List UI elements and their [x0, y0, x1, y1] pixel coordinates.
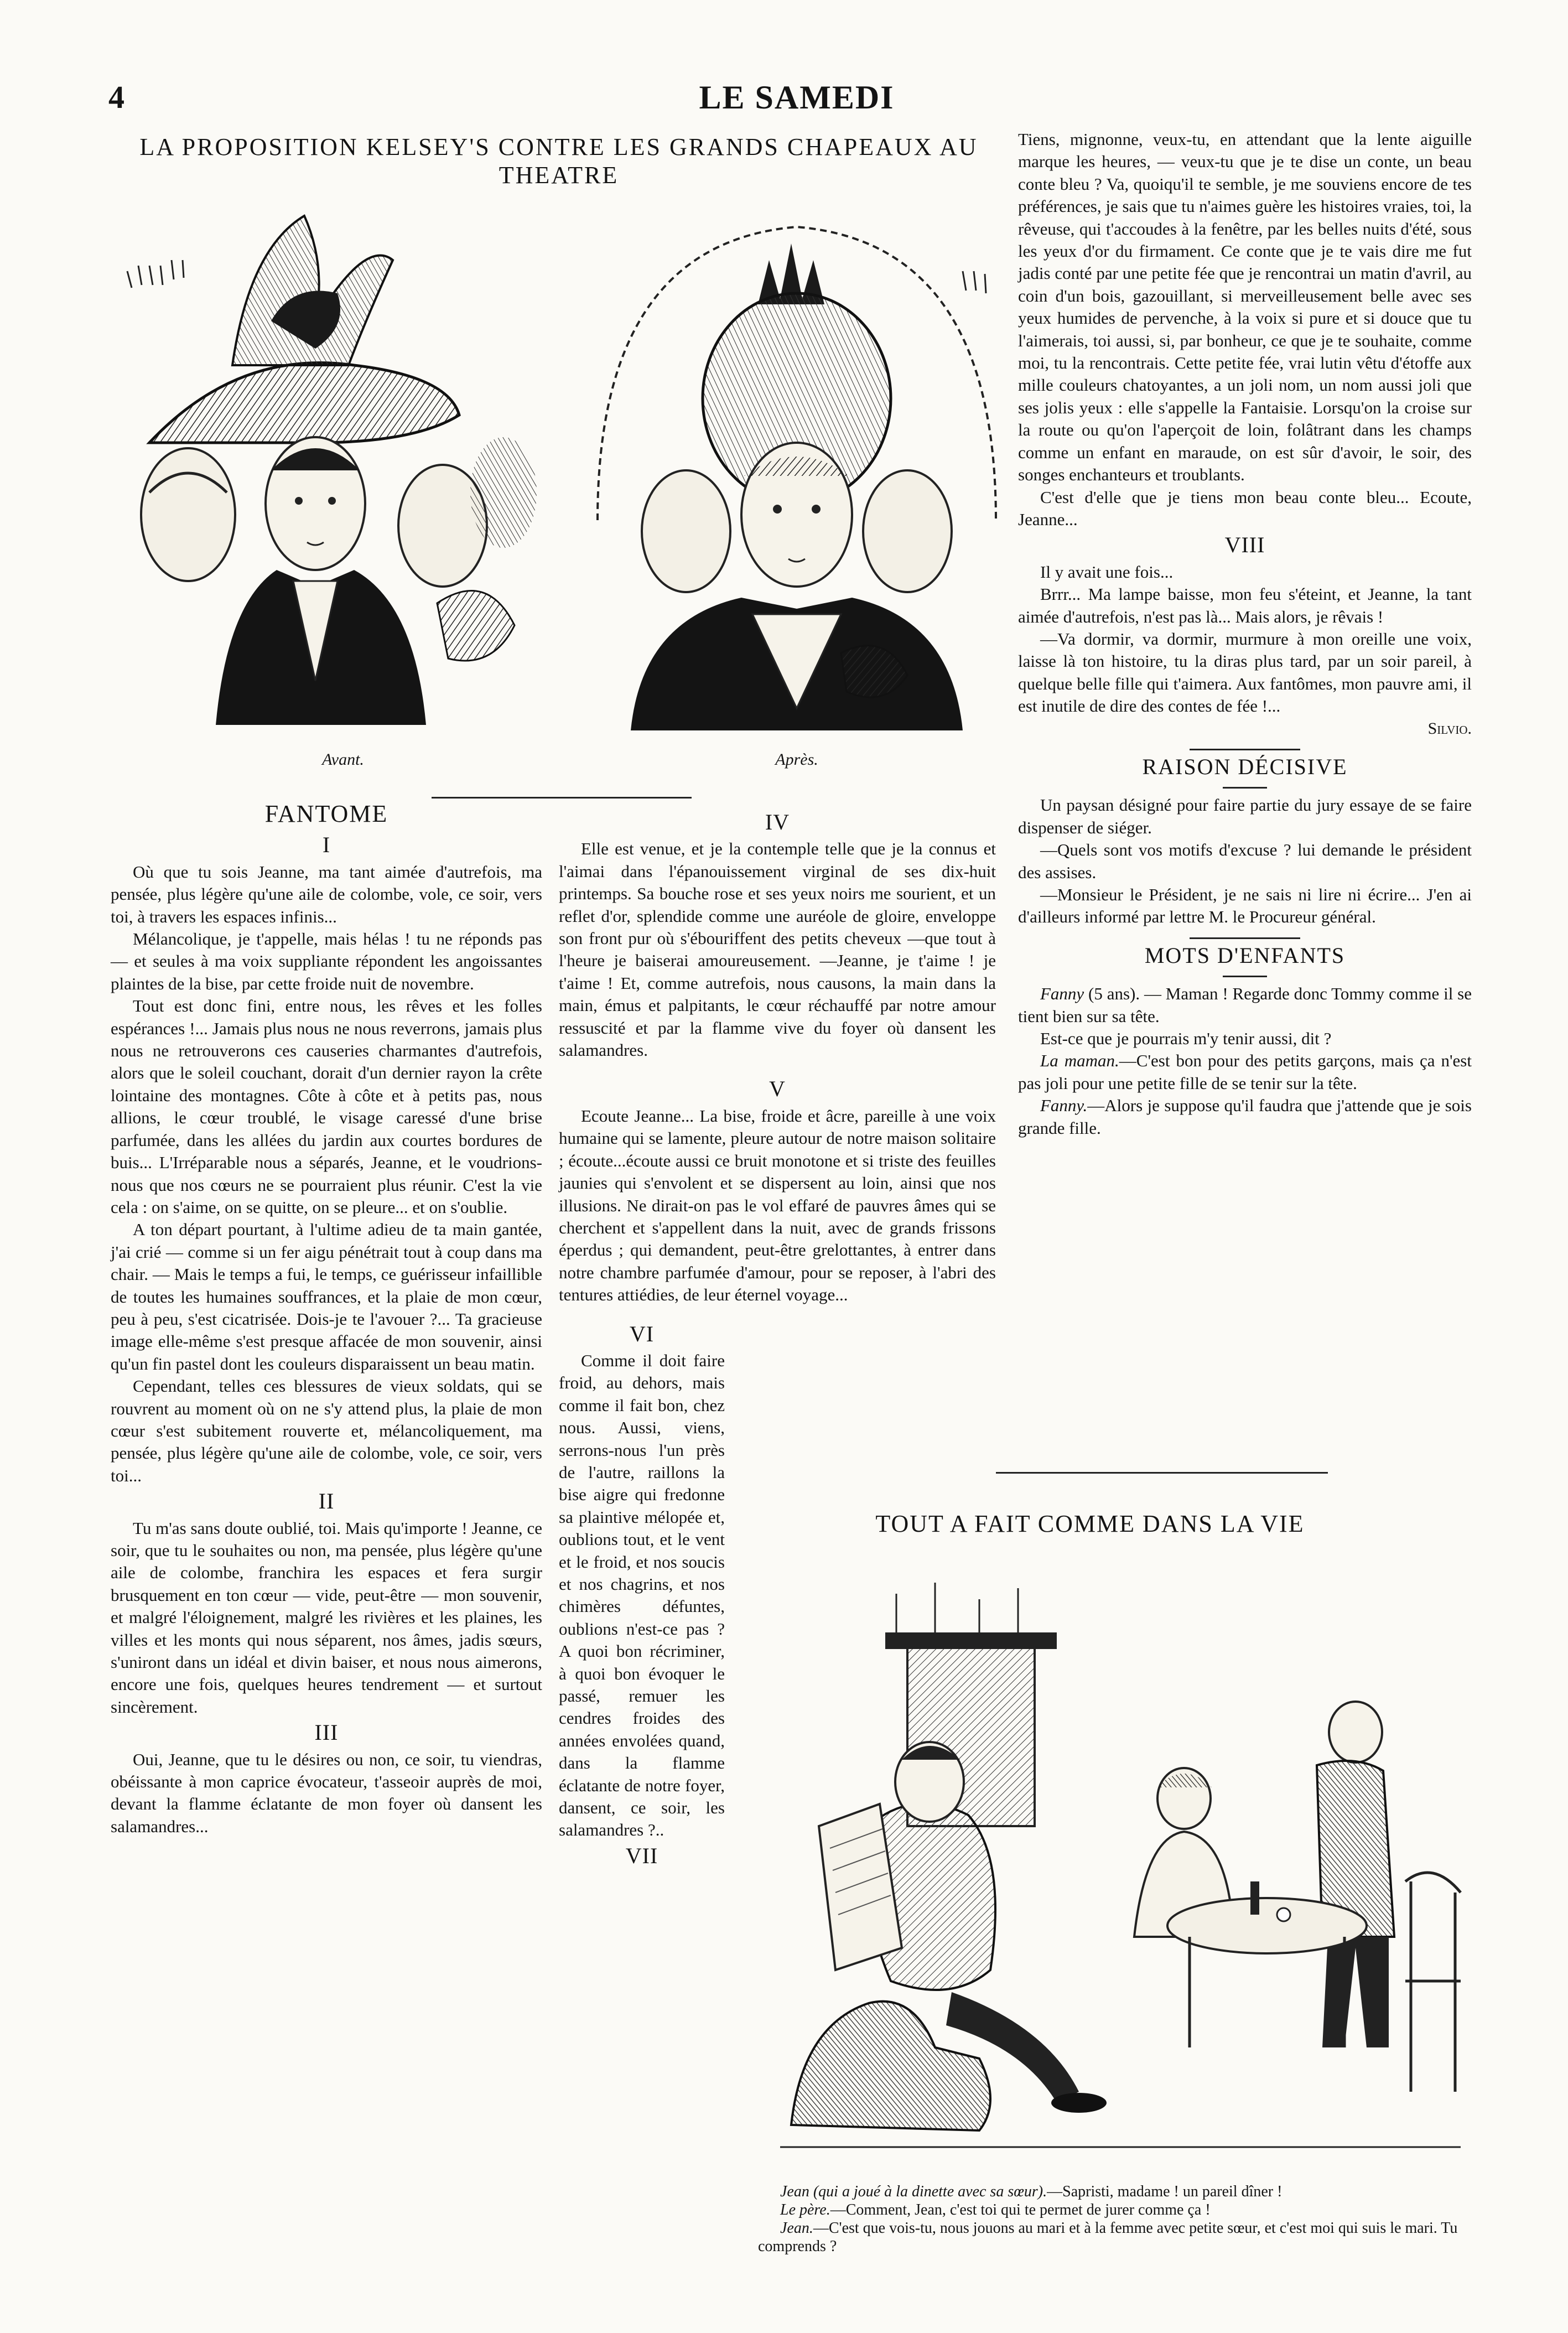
cartoon-illustration: [769, 1549, 1472, 2197]
dialogue-text: —Comment, Jean, c'est toi qui te permet de jurer comme ça !: [830, 2201, 1211, 2218]
avant-illustration: [105, 183, 548, 742]
cartoon-title: TOUT A FAIT COMME DANS LA VIE: [875, 1510, 1305, 1537]
paragraph: Mélancolique, je t'appelle, mais hélas ! tu ne réponds pas — et seules à ma voix suppliante répondent les angoissantes plaintes de la bise, par cette froide nuit de novembre.: [111, 929, 542, 993]
speaker-note: (5 ans).: [1088, 984, 1140, 1004]
paragraph: [1018, 1095, 1472, 1139]
paragraph: Elle est venue, et je la contemple telle que je la connus et l'aimai dans l'épanouissement virginal de ses dix-huit printemps. Sa bouche rose et ses yeux noirs me sourient, et un reflet d'or, splendide comme une auréole de gloire, enveloppe son front pur où s'ébouriffent des petits cheveux —que tout à l'heure je baiserai amoureusement. —Jeanne, je t'aime ! je t'aime ! Et, comme autrefois, nous causons, la main dans la main, émus et palpitants, le cœur réchauffé par notre amour ressuscité et par la flamme vive du foyer où dansent les salamandres.: [559, 839, 996, 1060]
article-title: FANTOME: [264, 800, 388, 827]
dialogue-text: —C'est que vois-tu, nous jouons au mari et à la femme avec petite sœur, et c'est moi qui suis le mari. Tu comprends ?: [758, 2220, 1458, 2255]
signature: Silvio.: [1427, 719, 1472, 738]
divider: [432, 797, 692, 799]
article-title: RAISON DÉCISIVE: [1142, 754, 1348, 779]
paragraph: Cependant, telles ces blessures de vieux soldats, qui se rouvrent au moment où on ne s'y attend plus, la plaie de mon cœur s'est subitement rouverte et, mélancoliquement, ma pensée, plus légère qu'une aile de colombe, vole, ce soir, vers toi...: [111, 1376, 542, 1485]
paragraph: Tu m'as sans doute oublié, toi. Mais qu'importe ! Jeanne, ce soir, que tu le souhaites ou non, ma pensée, plus légère qu'une aile de colombe, franchira les espaces et fera surgir brusquement en ton cœur — vide, peut-être — mon souvenir, et malgré l'éloignement, malgré les rivières et les plaines, les villes et les monts qui nous séparent, nos âmes, jadis sœurs, s'uniront dans un idéal et divin baiser, et nous nous aimerons, encore une fois, quelques heures tendrement — et surtout sincèrement.: [111, 1518, 542, 1717]
paragraph: —Quels sont vos motifs d'excuse ? lui demande le président des assises.: [1018, 840, 1472, 882]
paragraph: —Va dormir, va dormir, murmure à mon oreille une voix, laisse là ton histoire, tu la diras plus tard, par un soir pareil, à quelque belle fille qui t'aimera. Aux fantômes, mon pauvre ami, il est inutile de dire des contes de fée !...: [1018, 629, 1472, 716]
divider: [1190, 749, 1300, 750]
speaker: Fanny.: [1040, 1096, 1088, 1116]
legend-line: [758, 2182, 1472, 2201]
section-heading: IV: [765, 810, 790, 834]
paragraph: Est-ce que je pourrais m'y tenir aussi, dit ?: [1040, 1029, 1332, 1049]
page-number: 4: [108, 79, 124, 115]
speaker: Fanny: [1040, 984, 1084, 1004]
section-heading: II: [318, 1489, 335, 1514]
fantome-column-1: [111, 791, 542, 1838]
paragraph: Un paysan désigné pour faire partie du jury essaye de se faire dispenser de siéger.: [1018, 795, 1472, 837]
dialogue-text: —Sapristi, madame ! un pareil dîner !: [1047, 2183, 1283, 2200]
divider: [1223, 976, 1267, 977]
divider: [996, 1472, 1328, 1474]
paragraph: Tout est donc fini, entre nous, les rêves et les folles espérances !... Jamais plus nous ne nous reverrons, jamais plus nous ne retrouverons ces causeries charmantes d'autrefois, alors que le soleil couchant, dorait d'un dernier rayon la crête lointaine des montagnes. Côte à côte et à petits pas, nous allions, le cœur troublé, le visage caressé d'une brise parfumée, dans les allées du jardin aux courtes bordures de buis... L'Irréparable nous a séparés, Jeanne, et le voudrions-nous que nos cœurs ne se pourraient plus réunir. C'est la vie cela : on s'aime, on se quitte, on se pleure... et on s'oublie.: [111, 996, 542, 1217]
dialogue-text: —C'est bon pour des petits garçons, mais ça n'est pas joli pour une petite fille de se tenir sur la tête.: [1018, 1051, 1472, 1093]
illustration-title: LA PROPOSITION KELSEY'S CONTRE LES GRANDS CHAPEAUX AU THEATRE: [139, 133, 978, 189]
legend-line: [758, 2201, 1472, 2219]
paragraph: Brrr... Ma lampe baisse, mon feu s'éteint, et Jeanne, la tant aimée d'autrefois, n'est pas là... Mais alors, je rêvais !: [1018, 584, 1472, 626]
avant-caption: Avant.: [322, 750, 364, 769]
paragraph: —Monsieur le Président, je ne sais ni lire ni écrire... J'en ai d'ailleurs informé par lettre M. le Procureur général.: [1018, 885, 1472, 927]
paragraph: Oui, Jeanne, que tu le désires ou non, ce soir, tu viendras, obéissante à mon caprice évocateur, t'asseoir auprès de moi, devant la flamme éclatante de mon foyer où dansent les salamandres...: [111, 1749, 542, 1836]
paragraph: Où que tu sois Jeanne, ma tant aimée d'autrefois, ma pensée, plus légère qu'une aile de colombe, vole, ce soir, vers toi, à travers les espaces infinis...: [111, 862, 542, 926]
section-heading: III: [314, 1720, 339, 1745]
paragraph: Tiens, mignonne, veux-tu, en attendant que la lente aiguille marque les heures, — veux-tu que je te dise un conte, un beau conte bleu ? Va, quoiqu'il te semble, je me souviens encore de tes préférences, je sais que tu n'aimes guère les histoires vraies, toi, la rêveuse, qui t'accoudes à la fenêtre, par les belles nuits d'été, sous les yeux d'or du firmament. Ce conte que je te vais dire me fut jadis conté par une petite fée que je rencontrai un matin d'avril, au coin d'un bois, gazouillant, si merveilleusement belle avec ses yeux humides de pervenche, à la voix si pure et si douce que tu l'aimerais, toi aussi, si, par bonheur, ce que je te souhaite, comme moi, tu la rencontrais. Cette petite fée, vrai lutin vêtu d'étoffe aux mille couleurs chatoyantes, a un joli nom, un nom aussi joli que ses jolis yeux : elle s'appelle la Fantaisie. Lorsqu'on la croise sur la route ou qu'on l'aperçoit de loin, folâtrant dans les champs comme un enfant en maraude, on est sûr d'avoir, le soir, des songes enchanteurs et troublants.: [1018, 129, 1472, 485]
speaker: La maman.: [1040, 1051, 1119, 1071]
speaker: Jean.: [780, 2220, 813, 2237]
paragraph: Ecoute Jeanne... La bise, froide et âcre, pareille à une voix humaine qui se lamente, pleure autour de notre maison solitaire ; écoute...écoute aussi ce bruit monotone et si triste des feuilles jaunies qui s'envolent et se dispersent au loin, ainsi que nos illusions. Ne dirait-on pas le vol effaré de pauvres âmes qui se cherchent et s'appellent dans la nuit, avec de grands frissons éperdus ; qui demandent, peut-être grelottantes, à entrer dans notre chambre parfumée d'amour, pour se reposer, à l'abri des tentures attiédies, de leur éternel voyage...: [559, 1106, 996, 1305]
paragraph: Il y avait une fois...: [1040, 562, 1174, 582]
paragraph: [1018, 1050, 1472, 1095]
journal-title: LE SAMEDI: [699, 79, 895, 116]
article-title: MOTS D'ENFANTS: [1144, 942, 1346, 968]
cartoon-legend: [758, 2182, 1472, 2256]
section-heading: I: [322, 832, 331, 858]
divider: [1223, 787, 1267, 789]
dialogue-text: —Alors je suppose qu'il faudra que j'attende que je sois grande fille.: [1018, 1096, 1472, 1138]
speaker: Le père.: [780, 2201, 830, 2218]
dialogue-text: — Maman ! Regarde donc Tommy comme il se tient bien sur sa tête.: [1018, 984, 1472, 1026]
paragraph: C'est d'elle que je tiens mon beau conte bleu... Ecoute, Jeanne...: [1018, 487, 1472, 529]
speaker: Jean (qui a joué à la dinette avec sa sœur).: [780, 2183, 1047, 2200]
section-heading: V: [769, 1076, 786, 1102]
section-heading: VI: [629, 1321, 655, 1346]
paragraph: [1018, 983, 1472, 1028]
apres-illustration: [575, 177, 1018, 742]
paragraph: A ton départ pourtant, à l'ultime adieu de ta main gantée, j'ai crié — comme si un fer aigu pénétrait tout à coup dans ma chair. — Mais le temps a fui, le temps, ce guérisseur infaillible de toutes les humaines souffrances, et la plaie de mon cœur, peu à peu, s'est cicatrisée. Dois-je te l'avouer ?... Ta gracieuse image elle-même s'est presque affacée de mon souvenir, ainsi qu'un fin pastel dont les couleurs disparaissent un beau matin.: [111, 1220, 542, 1373]
fantome-column-3: [1018, 128, 1472, 1139]
divider: [1190, 937, 1300, 939]
paragraph: Comme il doit faire froid, au dehors, mais comme il fait bon, chez nous. Aussi, viens, serrons-nous l'un près de l'autre, raillons la bise aigre qui fredonne sa plaintive mélopée et, oublions tout, et le vent et le froid, et nos soucis et nos chagrins, et nos chimères défuntes, oublions n'est-ce pas ? A quoi bon récriminer, à quoi bon évoquer le passé, remuer les cendres froides des années envolées quand, dans la flamme éclatante de notre foyer, dansent, ce soir, les salamandres ?..: [559, 1350, 725, 1840]
legend-line: [758, 2219, 1472, 2256]
section-heading: VIII: [1224, 532, 1265, 558]
apres-caption: Après.: [775, 750, 818, 769]
section-heading: VII: [625, 1843, 658, 1868]
